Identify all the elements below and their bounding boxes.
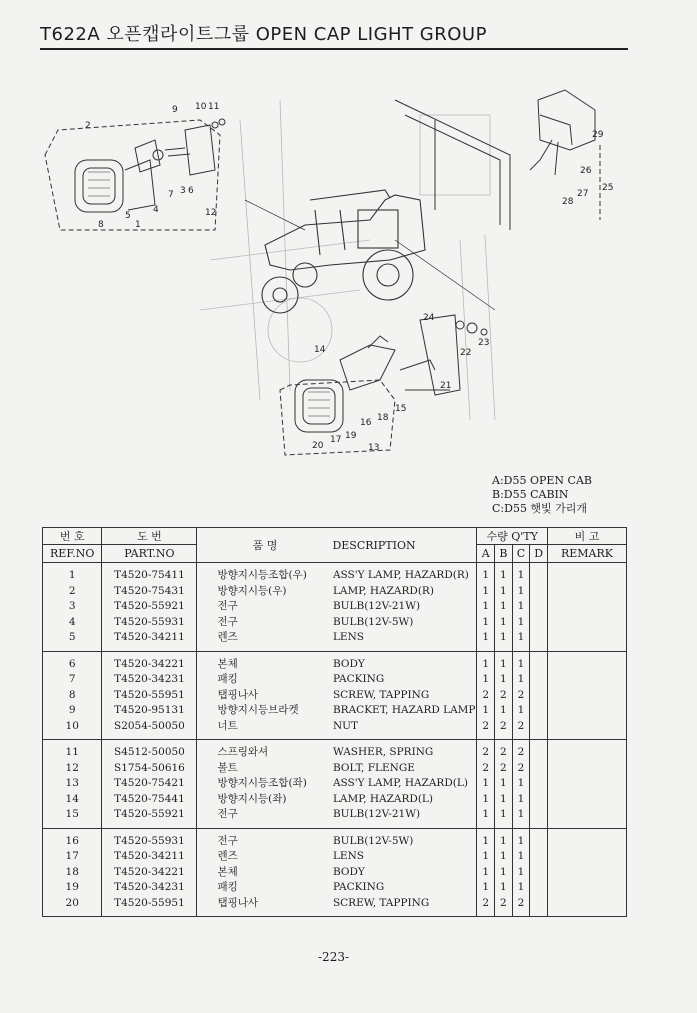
cell-remark — [548, 672, 627, 688]
cell-part: T4520-34221 — [102, 865, 197, 881]
legend-b: B:D55 CABIN — [492, 488, 569, 501]
cell-b: 1 — [495, 828, 513, 849]
cell-ref: 19 — [43, 880, 102, 896]
cell-remark — [548, 630, 627, 651]
name-header-ko: 품 명 — [252, 539, 278, 552]
callout-7: 7 — [168, 190, 174, 200]
cell-kname: 스프링와셔 — [217, 746, 269, 758]
cell-c: 1 — [512, 672, 530, 688]
callout-9: 9 — [172, 105, 178, 115]
part-header-en: PART.NO — [102, 545, 197, 563]
cell-part: T4520-34231 — [102, 880, 197, 896]
cell-d — [530, 740, 548, 761]
cell-part: T4520-75411 — [102, 563, 197, 584]
callout-27: 27 — [577, 189, 589, 199]
cell-c: 1 — [512, 563, 530, 584]
cell-kname: 본체 — [217, 657, 238, 670]
parts-group — [43, 563, 627, 652]
cell-b: 1 — [495, 703, 513, 719]
parts-table — [42, 527, 627, 917]
cell-c: 1 — [512, 865, 530, 881]
cell-kname: 탭핑나사 — [217, 896, 259, 909]
cell-ref: 15 — [43, 807, 102, 828]
cell-desc: LENS — [331, 630, 477, 651]
cell-a: 2 — [477, 688, 495, 704]
legend-a: A:D55 OPEN CAB — [492, 474, 592, 487]
title-underline — [40, 48, 628, 50]
cell-kname: 탭핑나사 — [217, 688, 259, 701]
parts-group — [43, 740, 627, 829]
cell-kname: 전구 — [217, 834, 238, 847]
callout-23: 23 — [478, 338, 490, 348]
cell-desc: PACKING — [331, 672, 477, 688]
callout-13: 13 — [368, 443, 380, 453]
cell-d — [530, 584, 548, 600]
cell-part: T4520-34211 — [102, 849, 197, 865]
callout-28: 28 — [562, 197, 574, 207]
cell-ref: 7 — [43, 672, 102, 688]
cell-part: T4520-55921 — [102, 807, 197, 828]
cell-b: 1 — [495, 672, 513, 688]
cell-desc: BULB(12V-5W) — [331, 615, 477, 631]
cell-kname: 너트 — [217, 719, 238, 732]
cell-a: 1 — [477, 792, 495, 808]
cell-c: 2 — [512, 740, 530, 761]
cell-c: 1 — [512, 615, 530, 631]
cell-ref: 12 — [43, 761, 102, 777]
cell-a: 1 — [477, 599, 495, 615]
cell-part: T4520-55931 — [102, 828, 197, 849]
cell-c: 1 — [512, 807, 530, 828]
table-row — [43, 703, 627, 719]
cell-d — [530, 880, 548, 896]
cell-a: 2 — [477, 761, 495, 777]
cell-c: 1 — [512, 828, 530, 849]
callout-4: 4 — [153, 205, 159, 215]
cell-kname: 방향지시등조합(우) — [217, 569, 307, 581]
cell-remark — [548, 703, 627, 719]
cell-kname: 볼트 — [217, 761, 238, 774]
cell-desc: BULB(12V-21W) — [331, 807, 477, 828]
ref-header-en: REF.NO — [43, 545, 102, 563]
cell-c: 1 — [512, 776, 530, 792]
table-row — [43, 563, 627, 584]
cell-d — [530, 865, 548, 881]
cell-b: 2 — [495, 719, 513, 740]
remark-header-ko: 비 고 — [548, 528, 627, 545]
callout-21: 21 — [440, 381, 452, 391]
table-row — [43, 688, 627, 704]
cell-a: 2 — [477, 740, 495, 761]
cell-desc: SCREW, TAPPING — [331, 688, 477, 704]
cell-b: 2 — [495, 896, 513, 917]
cell-kname: 렌즈 — [217, 850, 238, 862]
cell-a: 1 — [477, 563, 495, 584]
cell-a: 1 — [477, 672, 495, 688]
cell-ref: 4 — [43, 615, 102, 631]
cell-part: S2054-50050 — [102, 719, 197, 740]
callout-5: 5 — [125, 211, 131, 221]
cell-remark — [548, 740, 627, 761]
callout-15: 15 — [395, 404, 407, 414]
cell-b: 1 — [495, 599, 513, 615]
cell-b: 1 — [495, 849, 513, 865]
cell-remark — [548, 807, 627, 828]
cell-b: 2 — [495, 688, 513, 704]
cell-desc: ASS'Y LAMP, HAZARD(R) — [331, 563, 477, 584]
table-row — [43, 651, 627, 672]
table-row — [43, 672, 627, 688]
cell-b: 2 — [495, 761, 513, 777]
exploded-parts-diagram — [40, 60, 640, 460]
cell-desc: BULB(12V-5W) — [331, 828, 477, 849]
qty-b-header: B — [495, 545, 513, 563]
cell-b: 1 — [495, 584, 513, 600]
cell-c: 2 — [512, 688, 530, 704]
cell-d — [530, 688, 548, 704]
cell-d — [530, 615, 548, 631]
cell-kname: 방향지시등(우) — [217, 584, 287, 597]
cell-b: 1 — [495, 792, 513, 808]
cell-desc: LAMP, HAZARD(L) — [331, 792, 477, 808]
cell-ref: 17 — [43, 849, 102, 865]
table-row — [43, 615, 627, 631]
cell-remark — [548, 761, 627, 777]
callout-26: 26 — [580, 166, 592, 176]
cell-c: 1 — [512, 599, 530, 615]
cell-a: 1 — [477, 865, 495, 881]
cell-part: S1754-50616 — [102, 761, 197, 777]
cell-ref: 20 — [43, 896, 102, 917]
cell-b: 1 — [495, 630, 513, 651]
cell-c: 1 — [512, 651, 530, 672]
cell-desc: BOLT, FLENGE — [331, 761, 477, 777]
callout-10: 10 — [195, 102, 207, 112]
cell-b: 1 — [495, 776, 513, 792]
cell-d — [530, 807, 548, 828]
callout-18: 18 — [377, 413, 389, 423]
parts-group — [43, 828, 627, 917]
table-row — [43, 880, 627, 896]
cell-kname: 본체 — [217, 865, 238, 878]
callout-22: 22 — [460, 348, 472, 358]
table-row — [43, 792, 627, 808]
cell-d — [530, 630, 548, 651]
cell-b: 2 — [495, 740, 513, 761]
cell-ref: 3 — [43, 599, 102, 615]
cell-c: 1 — [512, 880, 530, 896]
cell-part: T4520-55951 — [102, 688, 197, 704]
callout-12: 12 — [205, 208, 217, 218]
cell-part: S4512-50050 — [102, 740, 197, 761]
qty-header: 수량 Q'TY — [477, 528, 548, 545]
cell-a: 1 — [477, 880, 495, 896]
cell-d — [530, 651, 548, 672]
cell-remark — [548, 880, 627, 896]
cell-kname: 방향지시등조합(좌) — [217, 777, 307, 789]
cell-desc: BULB(12V-21W) — [331, 599, 477, 615]
cell-remark — [548, 563, 627, 584]
cell-desc: NUT — [331, 719, 477, 740]
cell-desc: WASHER, SPRING — [331, 740, 477, 761]
table-row — [43, 599, 627, 615]
cell-desc: ASS'Y LAMP, HAZARD(L) — [331, 776, 477, 792]
cell-a: 1 — [477, 703, 495, 719]
callout-14: 14 — [314, 345, 326, 355]
cell-kname: 방향지시등(좌) — [217, 792, 287, 805]
cell-remark — [548, 792, 627, 808]
cell-c: 1 — [512, 849, 530, 865]
cell-c: 1 — [512, 703, 530, 719]
table-row — [43, 849, 627, 865]
callout-1: 1 — [135, 220, 141, 230]
cell-d — [530, 896, 548, 917]
cell-remark — [548, 828, 627, 849]
cell-a: 1 — [477, 630, 495, 651]
cell-ref: 18 — [43, 865, 102, 881]
legend-c: C:D55 햇빛 가리개 — [492, 502, 588, 515]
cell-b: 1 — [495, 865, 513, 881]
table-row — [43, 584, 627, 600]
cell-a: 1 — [477, 807, 495, 828]
remark-header-en: REMARK — [548, 545, 627, 563]
cell-d — [530, 719, 548, 740]
callout-29: 29 — [592, 130, 604, 140]
callout-24: 24 — [423, 313, 435, 323]
cell-ref: 9 — [43, 703, 102, 719]
callout-25: 25 — [602, 183, 614, 193]
cell-kname: 패킹 — [217, 673, 238, 685]
model-legend — [492, 474, 592, 516]
cell-c: 1 — [512, 630, 530, 651]
qty-a-header: A — [477, 545, 495, 563]
cell-b: 1 — [495, 563, 513, 584]
cell-ref: 16 — [43, 828, 102, 849]
cell-d — [530, 828, 548, 849]
cell-remark — [548, 719, 627, 740]
table-row — [43, 719, 627, 740]
cell-remark — [548, 896, 627, 917]
cell-part: T4520-34231 — [102, 672, 197, 688]
cell-d — [530, 792, 548, 808]
cell-a: 1 — [477, 651, 495, 672]
name-description-header — [197, 528, 477, 563]
cell-desc: LENS — [331, 849, 477, 865]
callout-11: 11 — [208, 102, 220, 112]
cell-a: 1 — [477, 584, 495, 600]
cell-remark — [548, 651, 627, 672]
cell-d — [530, 776, 548, 792]
cell-remark — [548, 615, 627, 631]
callout-6: 6 — [188, 186, 194, 196]
cell-part: T4520-75421 — [102, 776, 197, 792]
cell-a: 1 — [477, 849, 495, 865]
cell-ref: 8 — [43, 688, 102, 704]
cell-d — [530, 672, 548, 688]
table-row — [43, 828, 627, 849]
cell-d — [530, 563, 548, 584]
cell-ref: 13 — [43, 776, 102, 792]
callout-17: 17 — [330, 435, 342, 445]
cell-c: 2 — [512, 719, 530, 740]
callout-2: 2 — [85, 121, 91, 131]
part-header-ko: 도 번 — [102, 528, 197, 545]
callout-16: 16 — [360, 418, 372, 428]
cell-part: T4520-55921 — [102, 599, 197, 615]
table-row — [43, 807, 627, 828]
qty-d-header: D — [530, 545, 548, 563]
callout-8: 8 — [98, 220, 104, 230]
table-row — [43, 630, 627, 651]
table-row — [43, 761, 627, 777]
cell-part: T4520-34221 — [102, 651, 197, 672]
cell-kname: 방향지시등브라켓 — [217, 704, 299, 716]
cell-part: T4520-75441 — [102, 792, 197, 808]
description-header: DESCRIPTION — [332, 539, 416, 552]
cell-c: 1 — [512, 584, 530, 600]
parts-group — [43, 651, 627, 740]
cell-b: 1 — [495, 651, 513, 672]
cell-a: 2 — [477, 719, 495, 740]
table-row — [43, 896, 627, 917]
cell-remark — [548, 776, 627, 792]
cell-a: 2 — [477, 896, 495, 917]
table-row — [43, 776, 627, 792]
cell-part: T4520-55951 — [102, 896, 197, 917]
cell-remark — [548, 688, 627, 704]
table-row — [43, 865, 627, 881]
cell-ref: 10 — [43, 719, 102, 740]
cell-part: T4520-75431 — [102, 584, 197, 600]
cell-desc: BODY — [331, 651, 477, 672]
cell-remark — [548, 865, 627, 881]
callout-3: 3 — [180, 186, 186, 196]
cell-desc: BODY — [331, 865, 477, 881]
qty-c-header: C — [512, 545, 530, 563]
cell-desc: LAMP, HAZARD(R) — [331, 584, 477, 600]
cell-c: 2 — [512, 896, 530, 917]
cell-d — [530, 761, 548, 777]
table-row — [43, 740, 627, 761]
cell-ref: 2 — [43, 584, 102, 600]
cell-d — [530, 599, 548, 615]
callout-19: 19 — [345, 431, 357, 441]
cell-desc: BRACKET, HAZARD LAMP — [331, 703, 477, 719]
cell-kname: 렌즈 — [217, 631, 238, 643]
cell-ref: 5 — [43, 630, 102, 651]
cell-ref: 14 — [43, 792, 102, 808]
page-title: T622A 오픈캡라이트그룹 OPEN CAP LIGHT GROUP — [40, 24, 487, 45]
cell-kname: 전구 — [217, 615, 238, 628]
cell-kname: 전구 — [217, 808, 238, 820]
cell-ref: 1 — [43, 563, 102, 584]
cell-a: 1 — [477, 828, 495, 849]
cell-part: T4520-95131 — [102, 703, 197, 719]
cell-d — [530, 703, 548, 719]
cell-b: 1 — [495, 807, 513, 828]
cell-b: 1 — [495, 615, 513, 631]
cell-ref: 6 — [43, 651, 102, 672]
cell-kname: 패킹 — [217, 881, 238, 893]
ref-header-ko: 번 호 — [43, 528, 102, 545]
cell-b: 1 — [495, 880, 513, 896]
cell-remark — [548, 584, 627, 600]
cell-d — [530, 849, 548, 865]
cell-desc: PACKING — [331, 880, 477, 896]
cell-kname: 전구 — [217, 600, 238, 612]
cell-c: 1 — [512, 792, 530, 808]
cell-a: 1 — [477, 615, 495, 631]
cell-part: T4520-55931 — [102, 615, 197, 631]
callout-20: 20 — [312, 441, 324, 451]
cell-ref: 11 — [43, 740, 102, 761]
page-number: -223- — [318, 950, 350, 964]
cell-remark — [548, 599, 627, 615]
cell-desc: SCREW, TAPPING — [331, 896, 477, 917]
cell-c: 2 — [512, 761, 530, 777]
cell-part: T4520-34211 — [102, 630, 197, 651]
cell-a: 1 — [477, 776, 495, 792]
cell-remark — [548, 849, 627, 865]
